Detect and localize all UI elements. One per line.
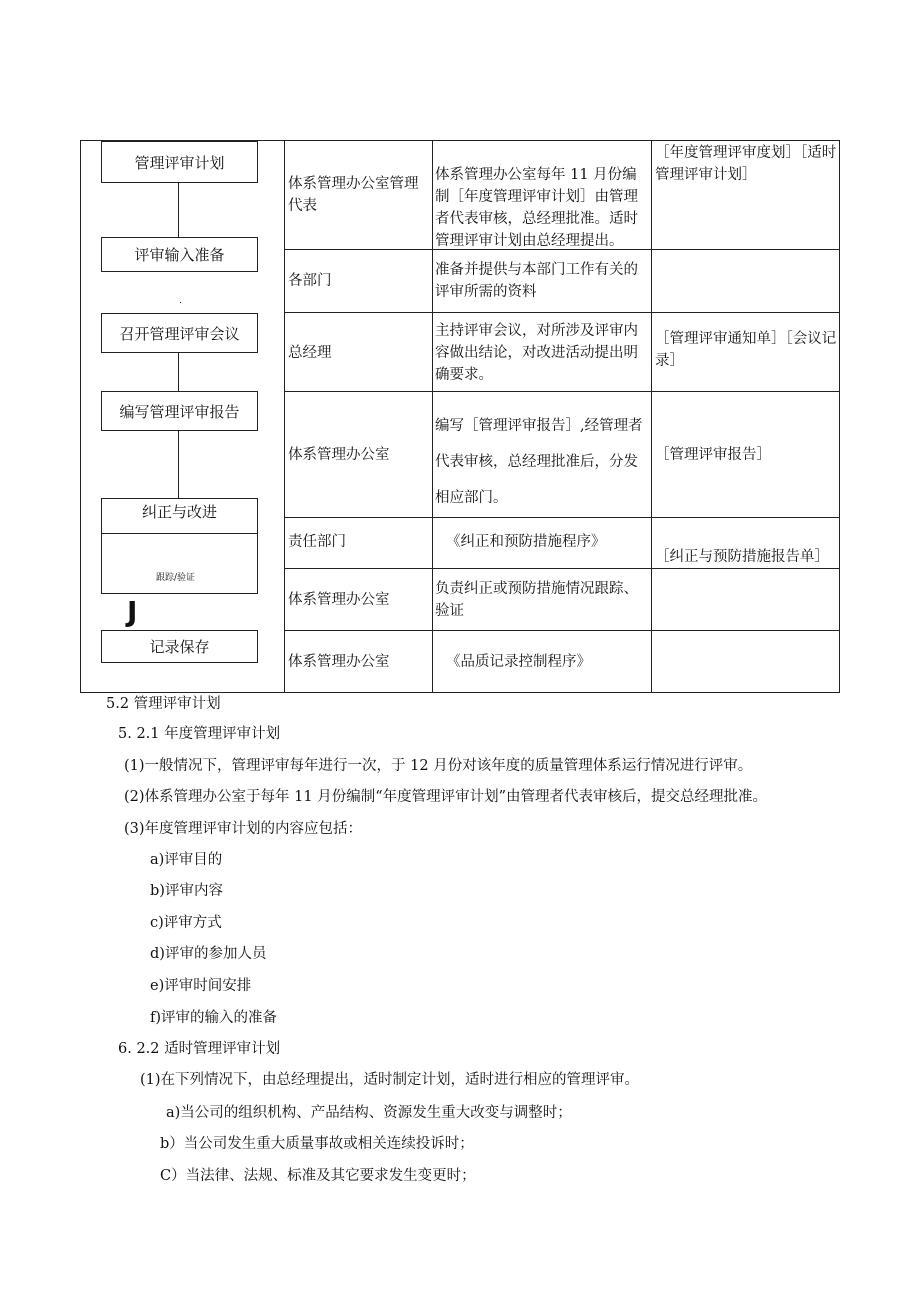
paragraph-3: (3)年度管理评审计划的内容应包括：	[124, 821, 363, 837]
row3-record: ［管理评审通知单］［会议记录］	[655, 331, 837, 369]
row3-dept: 总经理	[288, 345, 332, 361]
list-item-f: f)评审的输入的准备	[150, 1010, 278, 1026]
row1-desc: 体系管理办公室每年 11 月份编制［年度管理评审计划］由管理者代表审核，总经理批准。适时管理评审计划由总经理提出。	[435, 167, 638, 249]
row-divider-3	[284, 391, 840, 392]
row7-desc: 《品质记录控制程序》	[446, 654, 591, 670]
row-divider-2	[284, 312, 840, 313]
row2-desc: 准备并提供与本部门工作有关的评审所需的资料	[435, 262, 638, 300]
row3-desc: 主持评审会议，对所涉及评审内容做出结论，对改进活动提出明确要求。	[435, 323, 638, 383]
follow-up-note: 跟踪/验证	[156, 573, 196, 583]
row1-dept: 体系管理办公室管理代表	[288, 176, 419, 214]
row4-dept: 体系管理办公室	[288, 447, 390, 463]
paragraph-4: (1)在下列情况下，由总经理提出，适时制定计划，适时进行相应的管理评审。	[140, 1072, 640, 1088]
row5-desc: 《纠正和预防措施程序》	[446, 534, 606, 550]
list-item-a: a)评审目的	[150, 852, 223, 868]
list-item-c: c)评审方式	[150, 915, 222, 931]
row5-dept: 责任部门	[288, 534, 346, 550]
row4-desc: 编写［管理评审报告］,经管理者代表审核，总经理批准后，分发相应部门。	[435, 418, 643, 506]
section-5-2-heading: 5.2 管理评审计划	[106, 696, 221, 712]
flow-connector-1	[178, 182, 179, 237]
row7-dept: 体系管理办公室	[288, 654, 390, 670]
row-divider-5	[284, 568, 840, 569]
row-divider-4	[284, 517, 840, 518]
col-divider-3	[651, 140, 652, 693]
flow-connector-3	[178, 431, 179, 498]
flow-box-review-plan: 管理评审计划	[101, 141, 258, 183]
list-item-b: b)评审内容	[150, 883, 223, 899]
list-item-d: d)评审的参加人员	[150, 946, 267, 962]
list-item-e: e)评审时间安排	[150, 978, 252, 994]
flow-box-write-report: 编写管理评审报告	[101, 391, 258, 431]
section-5-2-1-heading: 5. 2.1 年度管理评审计划	[118, 726, 281, 742]
sub-item-b: b）当公司发生重大质量事故或相关连续投诉时；	[160, 1136, 474, 1152]
flow-box-record-keeping: 记录保存	[101, 630, 258, 663]
col-divider-2	[432, 140, 433, 693]
row2-dept: 各部门	[288, 273, 332, 289]
correction-box-divider	[101, 533, 258, 534]
flow-box-correction: 纠正与改进	[101, 498, 258, 594]
paragraph-1: (1)一般情况下，管理评审每年进行一次，于 12 月份对该年度的质量管理体系运行情况进行评审。	[124, 758, 753, 774]
paragraph-2: (2)体系管理办公室于每年 11 月份编制“年度管理评审计划”由管理者代表审核后，提交总经理批准。	[124, 789, 768, 805]
sub-item-c: C）当法律、法规、标准及其它要求发生变更时；	[160, 1168, 476, 1184]
row6-dept: 体系管理办公室	[288, 592, 390, 608]
stray-dot: .	[179, 296, 182, 306]
row1-record: ［年度管理评审度划］［适时管理评审计划］	[655, 145, 837, 183]
row4-record: ［管理评审报告］	[655, 447, 771, 463]
row5-record: ［纠正与预防措施报告单］	[655, 549, 829, 565]
row-divider-6	[284, 630, 840, 631]
section-6-2-2-heading: 6. 2.2 适时管理评审计划	[118, 1041, 281, 1057]
flow-box-review-meeting: 召开管理评审会议	[101, 313, 258, 353]
flow-box-input-prep: 评审输入准备	[101, 237, 258, 272]
sub-item-a: a)当公司的组织机构、产品结构、资源发生重大改变与调整时；	[166, 1105, 572, 1121]
stray-glyph: J	[127, 595, 138, 628]
flow-connector-2	[178, 353, 179, 391]
row6-desc: 负责纠正或预防措施情况跟踪、验证	[435, 581, 638, 619]
col-divider-1	[284, 140, 285, 693]
